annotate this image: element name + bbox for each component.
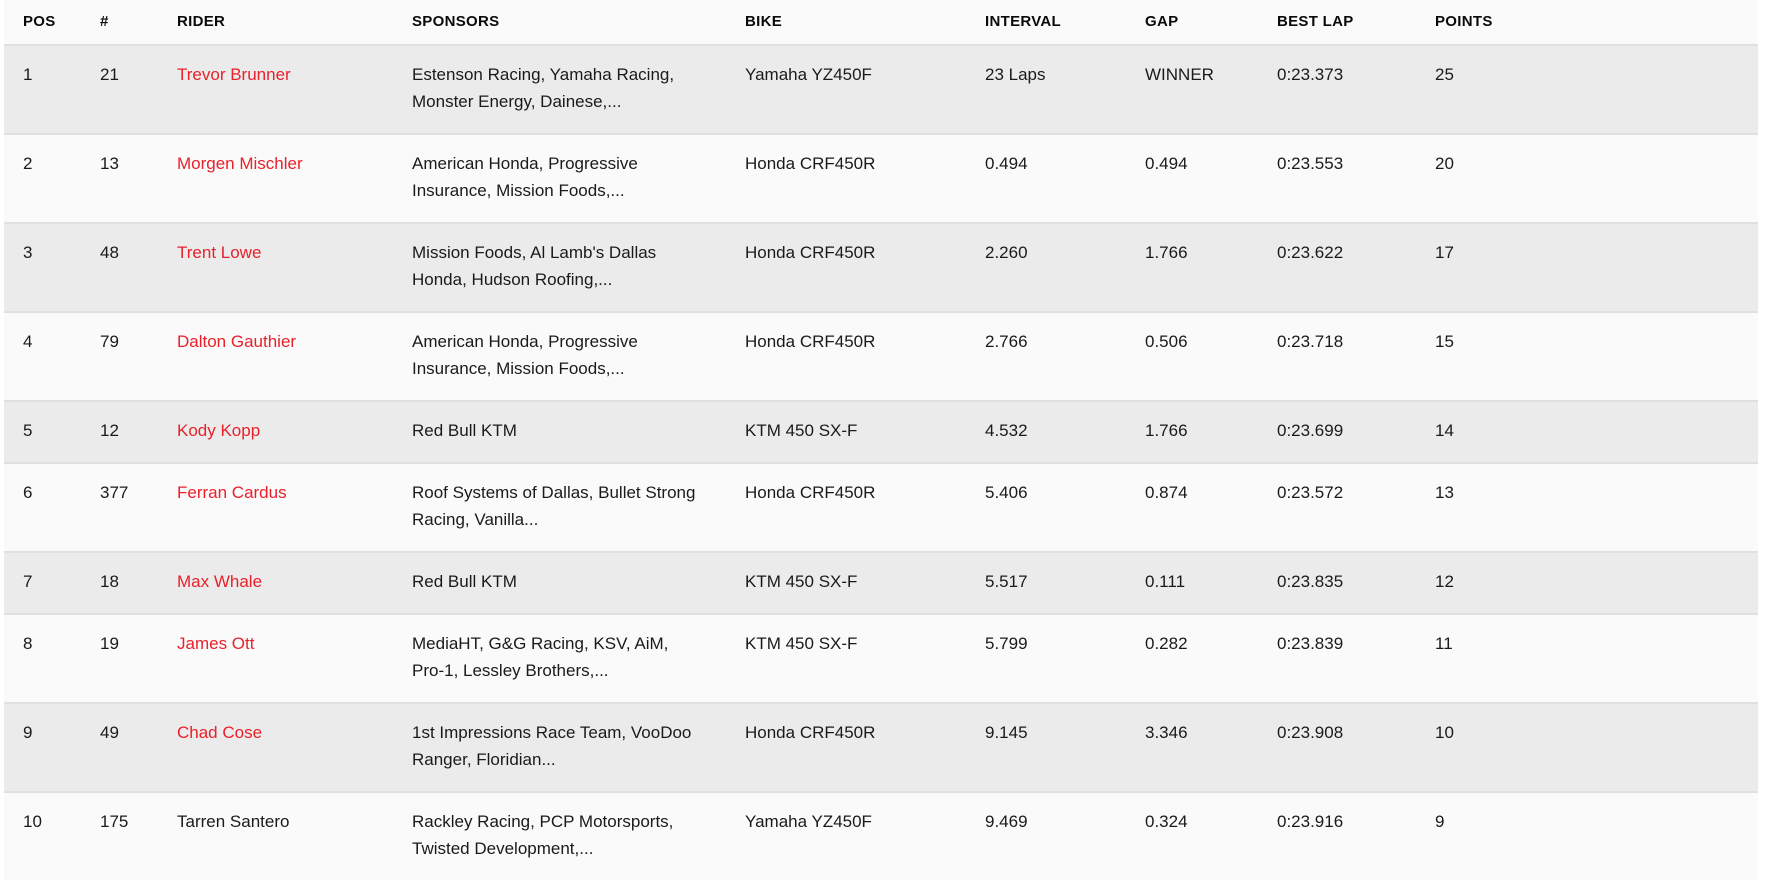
sponsors-cell: Mission Foods, Al Lamb's Dallas Honda, Hudson Roofing,... xyxy=(393,223,726,312)
points-cell: 25 xyxy=(1435,65,1454,84)
pos-cell: 8 xyxy=(4,614,81,703)
pos-cell: 2 xyxy=(4,134,81,223)
points-cell: 12 xyxy=(1416,552,1758,614)
number-cell: 49 xyxy=(81,703,158,792)
results-table xyxy=(4,0,1758,880)
gap-cell: 3.346 xyxy=(1126,703,1258,792)
best-lap-cell: 0:23.699 xyxy=(1258,401,1416,463)
points-cell: 9 xyxy=(1416,792,1758,880)
rider-cell xyxy=(158,134,393,223)
sponsors-cell: Estenson Racing, Yamaha Racing, Monster Energy, Dainese,... xyxy=(412,65,675,111)
sponsors-cell: Red Bull KTM xyxy=(393,401,726,463)
pos-cell: 3 xyxy=(4,223,81,312)
rider-link[interactable]: Max Whale xyxy=(177,572,263,591)
table-row xyxy=(4,134,1758,223)
number-cell: 175 xyxy=(81,792,158,880)
number-cell: 13 xyxy=(81,134,158,223)
best-lap-cell: 0:23.835 xyxy=(1258,552,1416,614)
bike-cell: KTM 450 SX-F xyxy=(726,401,966,463)
bike-cell: Honda CRF450R xyxy=(726,703,966,792)
column-header-best-lap: BEST LAP xyxy=(1258,0,1416,45)
rider-link[interactable]: Dalton Gauthier xyxy=(177,332,297,351)
best-lap-cell: 0:23.572 xyxy=(1258,463,1416,552)
bike-cell: Honda CRF450R xyxy=(726,134,966,223)
interval-cell: 5.406 xyxy=(966,463,1126,552)
interval-cell: 0.494 xyxy=(966,134,1126,223)
best-lap-cell: 0:23.622 xyxy=(1258,223,1416,312)
rider-cell xyxy=(158,552,393,614)
rider-link[interactable]: Trevor Brunner xyxy=(177,65,291,84)
table-row xyxy=(4,45,1758,134)
best-lap-cell: 0:23.839 xyxy=(1258,614,1416,703)
sponsors-cell: Red Bull KTM xyxy=(393,552,726,614)
sponsors-cell: American Honda, Progressive Insurance, Mission Foods,... xyxy=(393,312,726,401)
column-header-bike: BIKE xyxy=(726,0,966,45)
interval-cell: 5.799 xyxy=(966,614,1126,703)
interval-cell: 2.260 xyxy=(966,223,1126,312)
pos-cell: 7 xyxy=(4,552,81,614)
points-cell: 17 xyxy=(1416,223,1758,312)
table-row xyxy=(4,223,1758,312)
rider-link[interactable]: Morgen Mischler xyxy=(177,154,303,173)
gap-cell: 1.766 xyxy=(1126,223,1258,312)
interval-cell: 9.469 xyxy=(966,792,1126,880)
gap-cell: WINNER xyxy=(1145,65,1214,84)
table-row xyxy=(4,614,1758,703)
number-cell: 48 xyxy=(81,223,158,312)
rider-link[interactable]: Trent Lowe xyxy=(177,243,262,262)
table-row xyxy=(4,552,1758,614)
points-cell: 15 xyxy=(1416,312,1758,401)
rider-cell xyxy=(158,614,393,703)
bike-cell: KTM 450 SX-F xyxy=(726,614,966,703)
column-header-interval: INTERVAL xyxy=(966,0,1126,45)
interval-cell: 9.145 xyxy=(966,703,1126,792)
gap-cell: 0.282 xyxy=(1126,614,1258,703)
rider-link[interactable]: Ferran Cardus xyxy=(177,483,287,502)
points-cell: 14 xyxy=(1416,401,1758,463)
column-header-points: POINTS xyxy=(1416,0,1758,45)
gap-cell: 0.506 xyxy=(1126,312,1258,401)
pos-cell: 10 xyxy=(4,792,81,880)
rider-link[interactable]: James Ott xyxy=(177,634,255,653)
points-cell: 20 xyxy=(1416,134,1758,223)
sponsors-cell: Roof Systems of Dallas, Bullet Strong Racing, Vanilla... xyxy=(393,463,726,552)
table-row xyxy=(4,312,1758,401)
sponsors-cell: MediaHT, G&G Racing, KSV, AiM, Pro-1, Lessley Brothers,... xyxy=(393,614,726,703)
points-cell: 11 xyxy=(1416,614,1758,703)
pos-cell: 4 xyxy=(4,312,81,401)
table-row xyxy=(4,463,1758,552)
sponsors-cell: 1st Impressions Race Team, VooDoo Ranger, Floridian... xyxy=(393,703,726,792)
number-cell: 18 xyxy=(81,552,158,614)
rider-link[interactable]: Kody Kopp xyxy=(177,421,261,440)
best-lap-cell: 0:23.373 xyxy=(1277,65,1344,84)
rider-cell xyxy=(158,401,393,463)
column-header-sponsors: SPONSORS xyxy=(393,0,726,45)
rider-link[interactable]: Chad Cose xyxy=(177,723,263,742)
column-header-pos: POS xyxy=(4,0,81,45)
column-header-rider: RIDER xyxy=(158,0,393,45)
number-cell: 12 xyxy=(81,401,158,463)
sponsors-cell: Rackley Racing, PCP Motorsports, Twisted Development,... xyxy=(393,792,726,880)
points-cell: 13 xyxy=(1416,463,1758,552)
gap-cell: 0.324 xyxy=(1126,792,1258,880)
number-cell: 377 xyxy=(81,463,158,552)
table-body xyxy=(4,45,1758,880)
table-header xyxy=(4,0,1758,45)
number-cell: 21 xyxy=(100,65,119,84)
sponsors-cell: American Honda, Progressive Insurance, Mission Foods,... xyxy=(393,134,726,223)
pos-cell: 5 xyxy=(4,401,81,463)
bike-cell: Honda CRF450R xyxy=(726,463,966,552)
pos-cell: 9 xyxy=(4,703,81,792)
gap-cell: 0.494 xyxy=(1126,134,1258,223)
best-lap-cell: 0:23.718 xyxy=(1258,312,1416,401)
points-cell: 10 xyxy=(1416,703,1758,792)
best-lap-cell: 0:23.553 xyxy=(1258,134,1416,223)
bike-cell: Yamaha YZ450F xyxy=(745,65,872,84)
table-row xyxy=(4,401,1758,463)
rider-cell xyxy=(158,45,393,134)
column-header-number: # xyxy=(81,0,158,45)
bike-cell: Honda CRF450R xyxy=(726,312,966,401)
interval-cell: 23 Laps xyxy=(985,65,1046,84)
bike-cell: Yamaha YZ450F xyxy=(726,792,966,880)
column-header-gap: GAP xyxy=(1126,0,1258,45)
number-cell: 79 xyxy=(81,312,158,401)
best-lap-cell: 0:23.908 xyxy=(1258,703,1416,792)
gap-cell: 1.766 xyxy=(1126,401,1258,463)
bike-cell: Honda CRF450R xyxy=(726,223,966,312)
rider-name: Tarren Santero xyxy=(177,812,290,831)
rider-cell xyxy=(158,223,393,312)
table-row xyxy=(4,703,1758,792)
table-row xyxy=(4,792,1758,880)
header-row xyxy=(4,0,1758,45)
rider-cell xyxy=(158,463,393,552)
interval-cell: 4.532 xyxy=(966,401,1126,463)
best-lap-cell: 0:23.916 xyxy=(1258,792,1416,880)
pos-cell: 1 xyxy=(23,65,33,84)
results-table-container xyxy=(4,0,1758,880)
pos-cell: 6 xyxy=(4,463,81,552)
rider-cell xyxy=(158,312,393,401)
rider-cell xyxy=(158,792,393,880)
gap-cell: 0.874 xyxy=(1126,463,1258,552)
rider-cell xyxy=(158,703,393,792)
gap-cell: 0.111 xyxy=(1126,552,1258,614)
interval-cell: 2.766 xyxy=(966,312,1126,401)
bike-cell: KTM 450 SX-F xyxy=(726,552,966,614)
number-cell: 19 xyxy=(81,614,158,703)
interval-cell: 5.517 xyxy=(966,552,1126,614)
